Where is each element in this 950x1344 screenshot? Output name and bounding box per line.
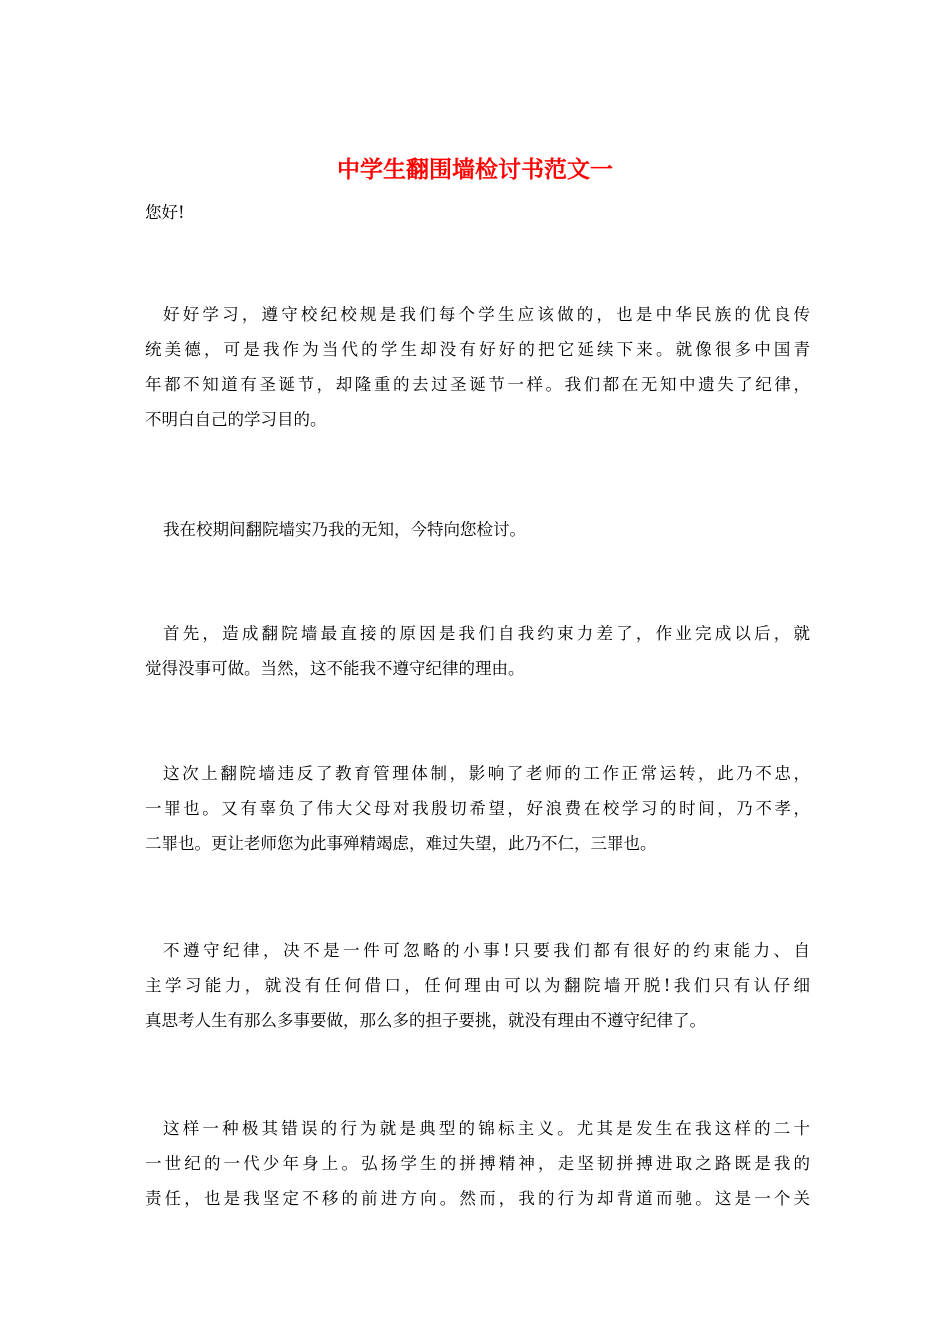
paragraph-line: 不遵守纪律，决不是一件可忽略的小事!只要我们都有很好的约束能力、自 xyxy=(163,941,810,960)
paragraph-line: 年都不知道有圣诞节，却隆重的去过圣诞节一样。我们都在无知中遗失了纪律， xyxy=(145,375,810,394)
document-title: 中学生翻围墙检讨书范文一 xyxy=(337,156,613,183)
paragraph-4 xyxy=(145,756,810,861)
paragraph-line: 好好学习，遵守校纪校规是我们每个学生应该做的，也是中华民族的优良传 xyxy=(163,305,810,324)
paragraph-line: 统美德，可是我作为当代的学生却没有好好的把它延续下来。就像很多中国青 xyxy=(145,340,810,359)
greeting: 您好! xyxy=(145,203,185,222)
paragraph-line: 一罪也。又有辜负了伟大父母对我殷切希望，好浪费在校学习的时间，乃不孝， xyxy=(145,799,810,818)
paragraph-1 xyxy=(145,297,810,437)
paragraph-line: 责任，也是我坚定不移的前进方向。然而，我的行为却背道而驰。这是一个关 xyxy=(145,1189,810,1208)
paragraph-2 xyxy=(145,512,810,547)
paragraph-line: 二罪也。更让老师您为此事殚精竭虑，难过失望，此乃不仁，三罪也。 xyxy=(145,834,657,853)
paragraph-3 xyxy=(145,616,810,686)
paragraph-line: 觉得没事可做。当然，这不能我不遵守纪律的理由。 xyxy=(145,659,525,678)
paragraph-line: 主学习能力，就没有任何借口，任何理由可以为翻院墙开脱!我们只有认仔细 xyxy=(145,976,810,995)
paragraph-line: 这次上翻院墙违反了教育管理体制，影响了老师的工作正常运转，此乃不忠， xyxy=(163,764,810,783)
paragraph-line: 一世纪的一代少年身上。弘扬学生的拼搏精神，走坚韧拼搏进取之路既是我的 xyxy=(145,1154,810,1173)
paragraph-line: 首先，造成翻院墙最直接的原因是我们自我约束力差了，作业完成以后，就 xyxy=(163,624,810,643)
paragraph-line: 不明白自己的学习目的。 xyxy=(145,410,327,429)
paragraph-5 xyxy=(145,933,810,1038)
paragraph-6 xyxy=(145,1111,810,1216)
paragraph-line: 真思考人生有那么多事要做，那么多的担子要挑，就没有理由不遵守纪律了。 xyxy=(145,1011,706,1030)
paragraph-line: 这样一种极其错误的行为就是典型的锦标主义。尤其是发生在我这样的二十 xyxy=(163,1119,810,1138)
paragraph-line: 我在校期间翻院墙实乃我的无知，今特向您检讨。 xyxy=(163,520,526,539)
